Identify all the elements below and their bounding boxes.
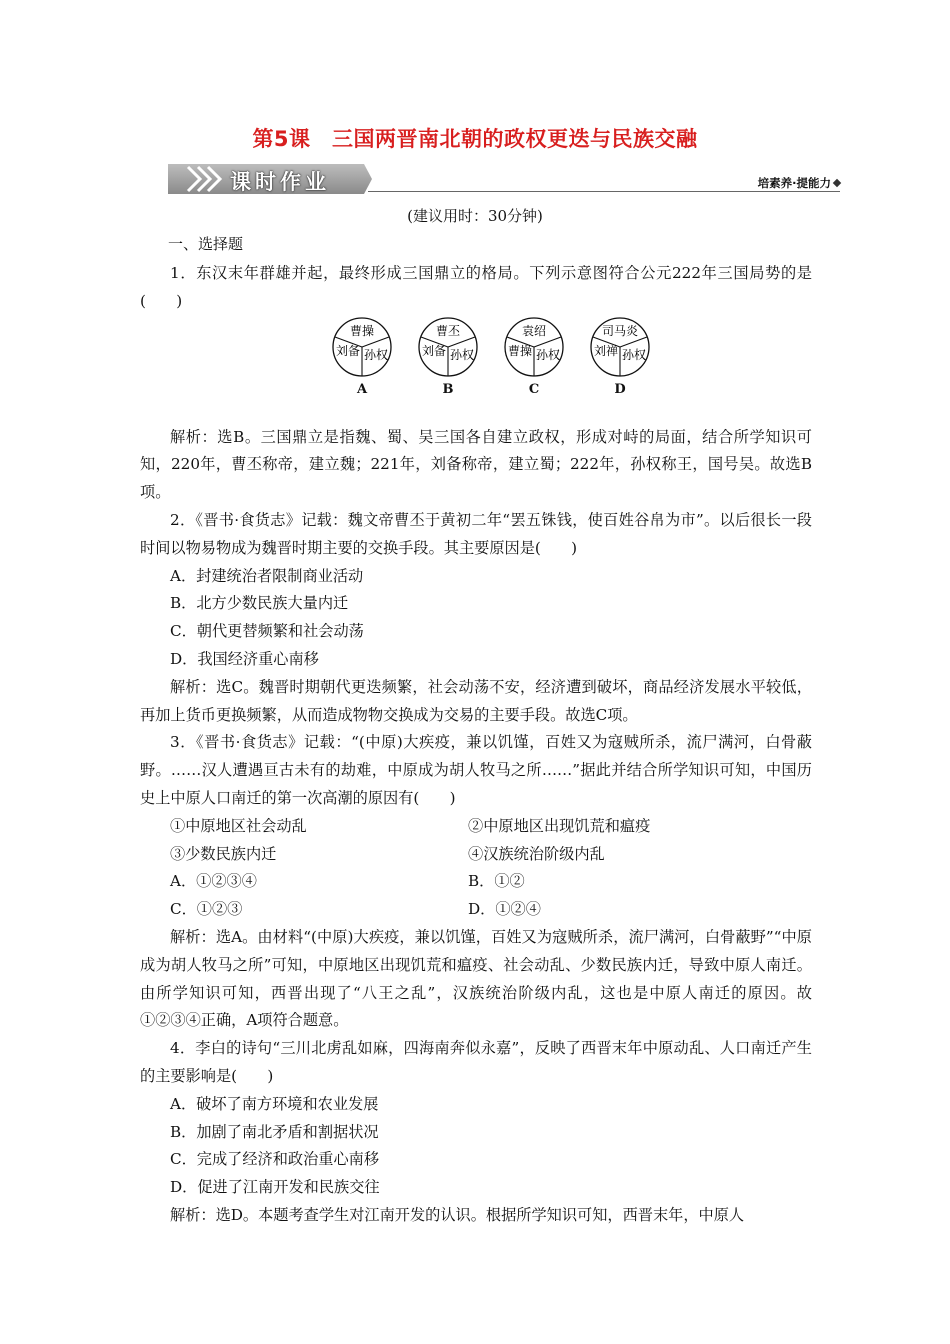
diamond-icon [833, 179, 841, 187]
fig-letter: C [528, 381, 540, 397]
q3-option-d: D．①②④ [468, 900, 541, 919]
q3-item-4: ④汉族统治阶级内乱 [468, 844, 605, 863]
pie-diagram [331, 316, 393, 378]
lesson-title: 第5课 三国两晋南北朝的政权更迭与民族交融 [252, 127, 698, 151]
q2-option-d: D．我国经济重心南移 [170, 649, 319, 668]
q3-options-row-1 [140, 868, 812, 896]
q3-option-c: C．①②③ [170, 900, 243, 919]
fig-top-name: 曹操 [349, 323, 375, 338]
figure-option-a [330, 316, 394, 424]
q4-option-c: C．完成了经济和政治重心南移 [170, 1150, 380, 1169]
figure-option-b [416, 316, 480, 424]
banner-tagline [758, 175, 840, 191]
banner-rule [368, 191, 840, 192]
q3-options-row-2 [140, 896, 812, 924]
fig-top-name: 曹丕 [435, 323, 461, 338]
fig-left-name: 刘备 [335, 343, 361, 358]
question-body [140, 260, 812, 1230]
fig-top-name: 袁绍 [521, 323, 547, 338]
fig-letter: D [614, 381, 626, 397]
fig-left-name: 刘禅 [593, 343, 619, 358]
q4-stem: 4．李白的诗句“三川北虏乱如麻，四海南奔似永嘉”，反映了西晋末年中原动乱、人口南迁产生的主要影响是( ) [140, 1039, 812, 1085]
q4-option-b: B．加剧了南北矛盾和割据状况 [170, 1122, 379, 1141]
fig-left-name: 曹操 [507, 343, 533, 358]
fig-left-name: 刘备 [421, 343, 447, 358]
q1-stem: 1．东汉末年群雄并起，最终形成三国鼎立的格局。下列示意图符合公元222年三国局势的是( ) [140, 264, 812, 310]
q2-stem: 2．《晋书·食货志》记载：魏文帝曹丕于黄初二年“罢五铢钱，使百姓谷帛为市”。以后很长一段时间以物易物成为魏晋时期主要的交换手段。其主要原因是( ) [140, 510, 812, 557]
q3-option-a: A．①②③④ [170, 872, 257, 891]
pie-diagram [417, 316, 479, 378]
pie-diagram [503, 316, 565, 378]
fig-right-name: 孙权 [535, 347, 561, 362]
q3-stem: 3．《晋书·食货志》记载：“(中原)大疾疫，兼以饥馑，百姓又为寇贼所杀，流尸满河，白骨蔽野。……汉人遭遇亘古未有的劫难，中原成为胡人牧马之所……”据此并结合所学知识可知，中国历史上中原人口南迁的第一次高潮的原因有( ) [140, 733, 812, 807]
q4-option-a: A．破坏了南方环境和农业发展 [170, 1094, 379, 1113]
q3-option-b: B．①② [468, 872, 525, 891]
q2-analysis: 解析：选C。魏晋时期朝代更迭频繁，社会动荡不安，经济遭到破坏，商品经济发展水平较低，再加上货币更换频繁，从而造成物物交换成为交易的主要手段。故选C项。 [140, 677, 812, 724]
q3-items-row-2 [140, 841, 812, 869]
fig-right-name: 孙权 [449, 347, 475, 362]
banner-label: 课时作业 [230, 170, 330, 194]
figure-option-d [588, 316, 652, 424]
q4-analysis: 解析：选D。本题考查学生对江南开发的认识。根据所学知识可知，西晋末年，中原人 [170, 1205, 745, 1224]
figure-option-c [502, 316, 566, 424]
pie-diagram [589, 316, 651, 378]
section-banner [168, 164, 840, 194]
q1-figures [140, 316, 812, 424]
q3-item-1: ①中原地区社会动乱 [170, 816, 307, 835]
q3-item-2: ②中原地区出现饥荒和瘟疫 [468, 816, 651, 835]
suggested-time: (建议用时：30分钟) [407, 207, 543, 225]
q1-analysis: 解析：选B。三国鼎立是指魏、蜀、吴三国各自建立政权，形成对峙的局面，结合所学知识可知，220年，曹丕称帝，建立魏；221年，刘备称帝，建立蜀；222年，孙权称王，国号吴。故选B项。 [140, 427, 812, 502]
fig-right-name: 孙权 [363, 347, 389, 362]
fig-top-name: 司马炎 [601, 323, 639, 338]
fig-right-name: 孙权 [621, 347, 647, 362]
q2-option-c: C．朝代更替频繁和社会动荡 [170, 622, 364, 641]
q3-items-row-1 [140, 813, 812, 841]
q3-item-3: ③少数民族内迁 [170, 844, 277, 863]
q4-option-d: D．促进了江南开发和民族交往 [170, 1178, 380, 1197]
section-heading: 一、选择题 [168, 235, 244, 253]
banner-tagline-text: 培素养·提能力 [757, 176, 831, 190]
q2-option-a: A．封建统治者限制商业活动 [170, 566, 364, 585]
fig-letter: A [356, 381, 368, 397]
fig-letter: B [442, 381, 454, 397]
q2-option-b: B．北方少数民族大量内迁 [170, 594, 349, 613]
q3-analysis: 解析：选A。由材料“(中原)大疾疫，兼以饥馑，百姓又为寇贼所杀，流尸满河，白骨蔽野”“中原成为胡人牧马之所”可知，中原地区出现饥荒和瘟疫、社会动乱、少数民族内迁，导致中原人南迁。由所学知识可知，西晋出现了“八王之乱”，汉族统治阶级内乱，这也是中原人南迁的原因。故①②③④正确，A项符合题意。 [140, 927, 812, 1030]
